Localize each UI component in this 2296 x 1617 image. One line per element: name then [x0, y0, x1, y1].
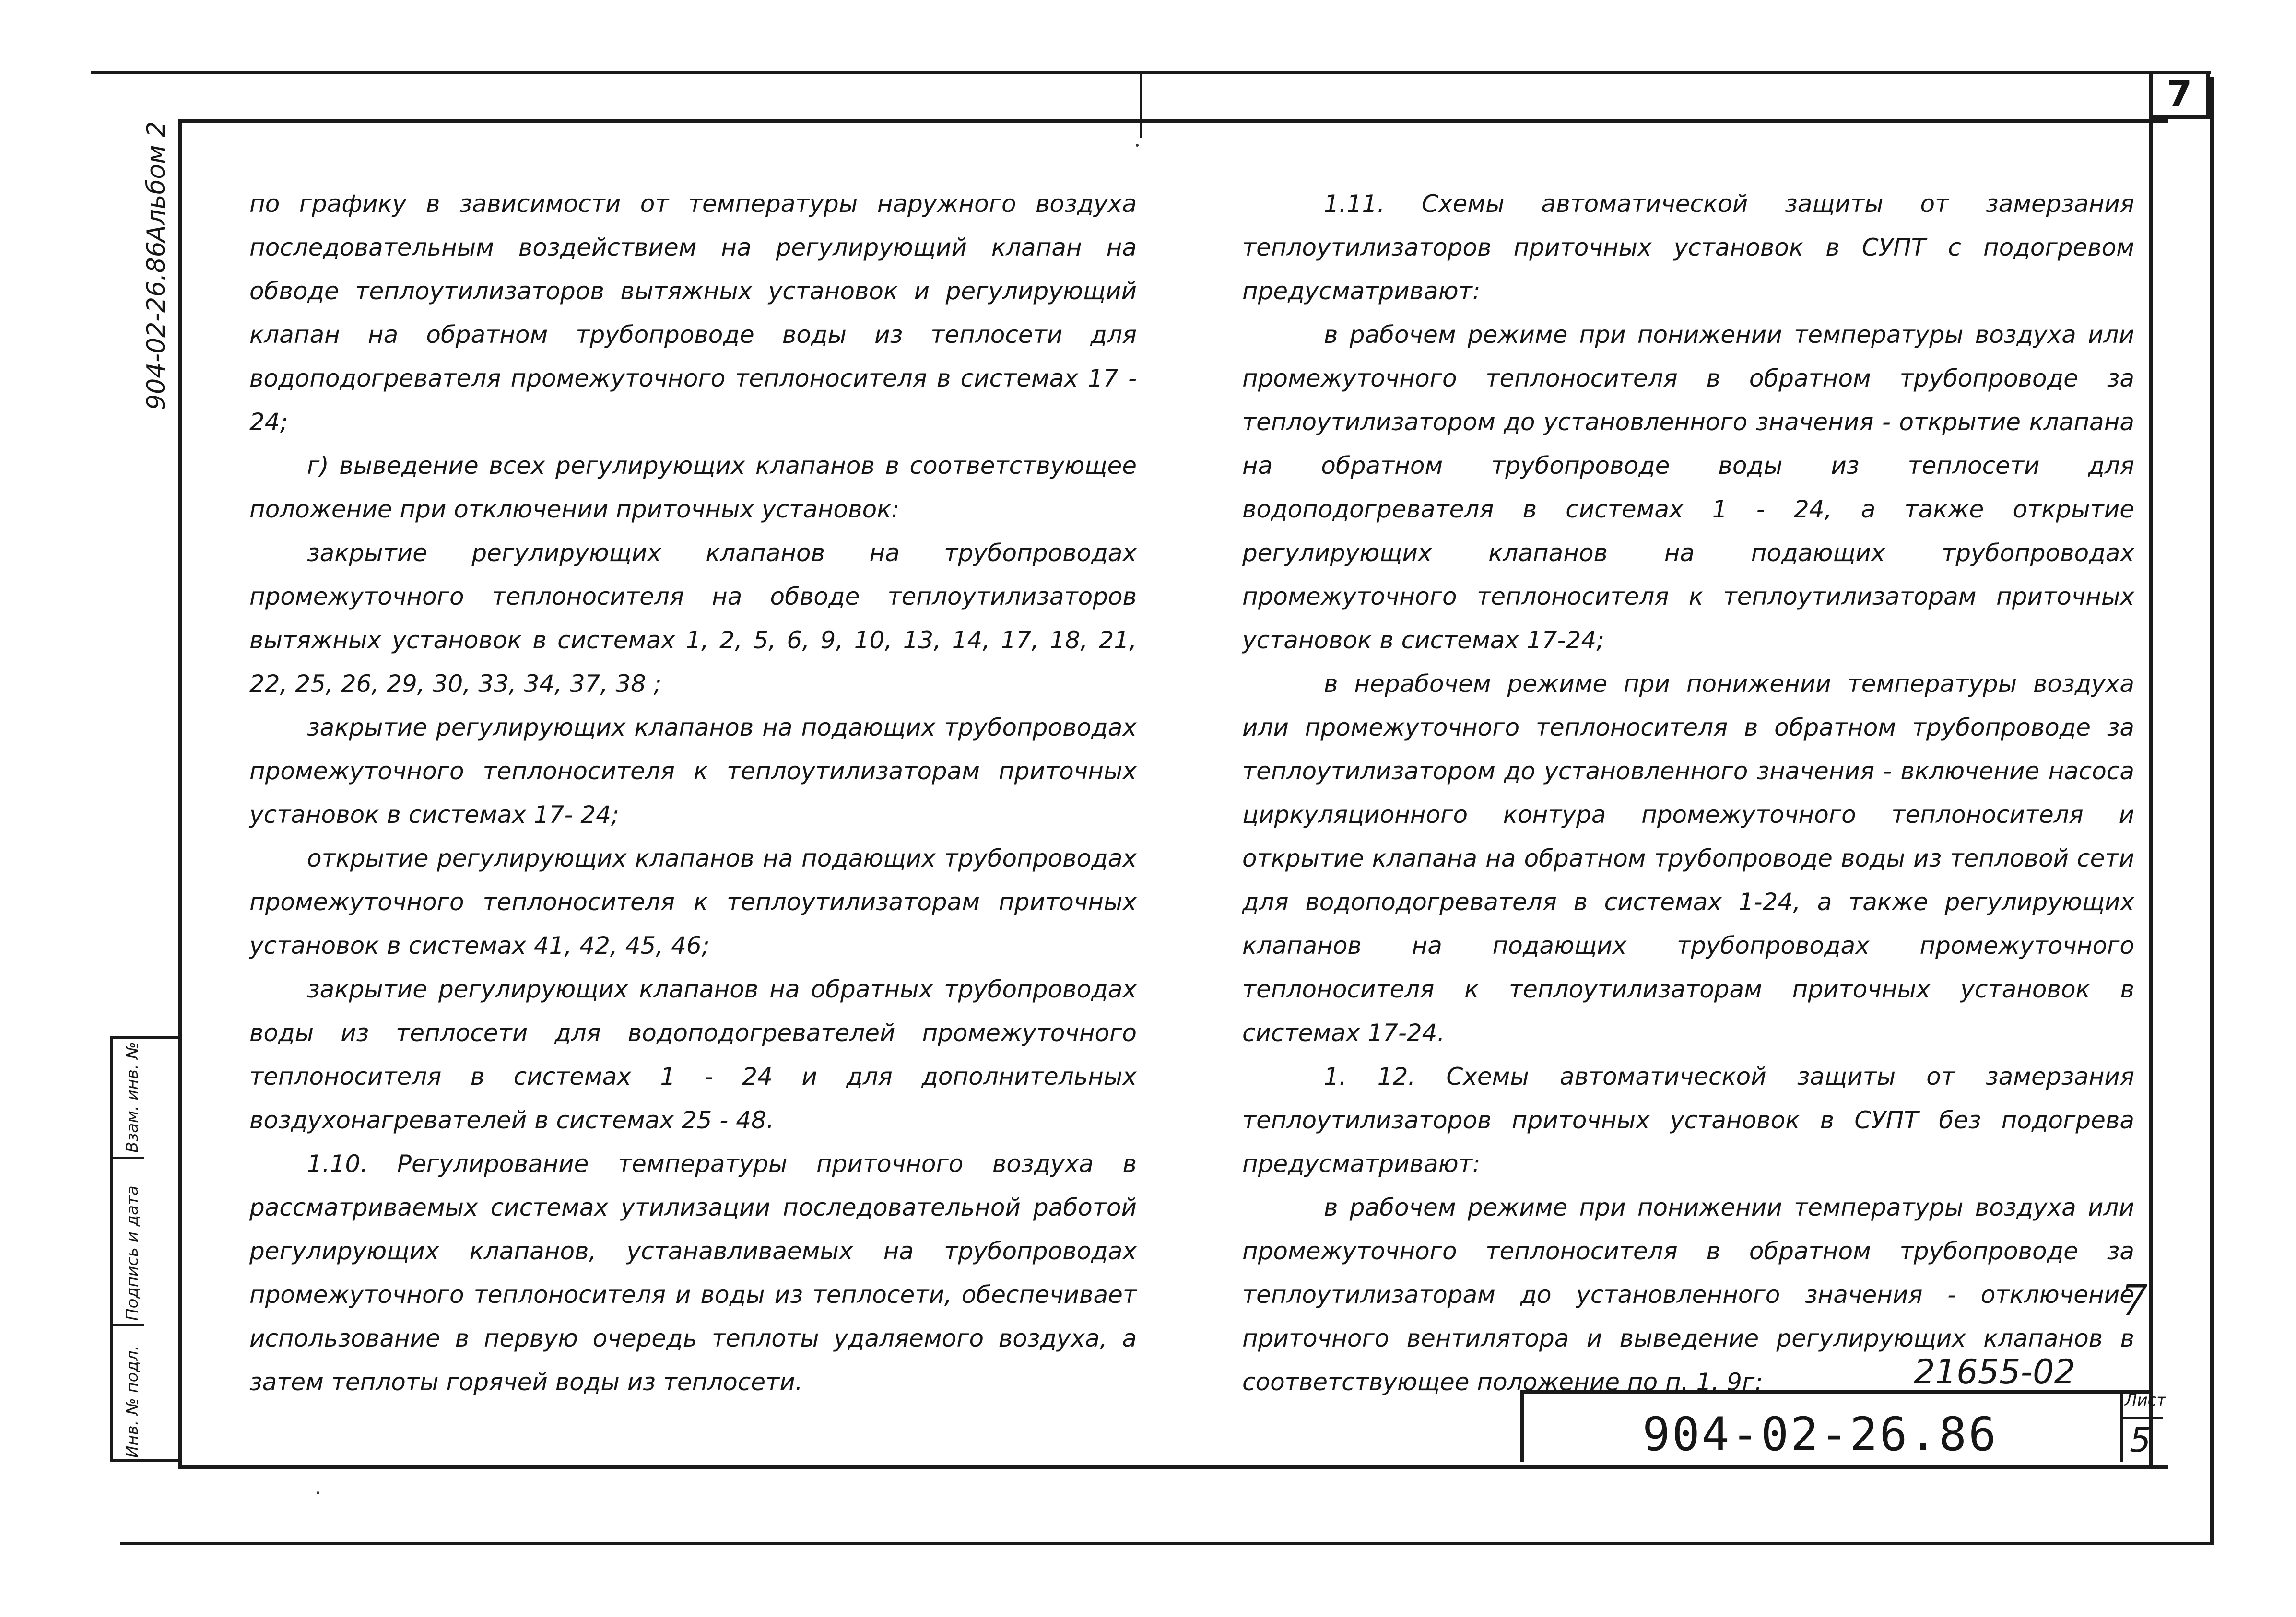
paragraph: 1.11. Схемы автоматической защиты от замерзания теплоутилизаторов приточных установок в СУПТ с подогревом предусматривают:	[1242, 190, 2134, 305]
paragraph: открытие регулирующих клапанов на подающих трубопроводах промежуточного теплоносителя к теплоутилизаторам приточных установок в системах 41, 42, 45, 46;	[249, 844, 1137, 960]
paragraph: в нерабочем режиме при понижении температуры воздуха или промежуточного теплоносителя в обратном трубопроводе за теплоутилизатором до установленного значения - включение насоса циркуляционного контура промежуточного теплоносителя и открытие клапана на обратном трубопроводе воды из тепловой сети для водоподогревателя в системах 1-24, а также регулирующих клапанов на подающих трубопроводах промежуточного теплоносителя к теплоутилизаторам приточных установок в системах 17-24.	[1242, 670, 2134, 1047]
sheet-label: Лист	[2125, 1391, 2166, 1410]
side-album-label: Альбом 2	[142, 121, 171, 242]
paragraph: по графику в зависимости от температуры наружного воздуха последовательным воздействием на регулирующий клапан на обводе теплоутилизаторов вытяжных установок и регулирующий клапан на обратном трубопроводе воды из теплосети для водоподогревателя промежуточного теплоносителя в системах 17 - 24;	[249, 190, 1137, 436]
stamp-cell-inventory	[113, 1326, 144, 1462]
paragraph: в рабочем режиме при понижении температуры воздуха или промежуточного теплоносителя в обратном трубопроводе за теплоутилизатором до установленного значения - открытие клапана на обратном трубопроводе воды из теплосети для водоподогревателя в системах 1 - 24, а также открытие регулирующих клапанов на подающих трубопроводах промежуточного теплоносителя к теплоутилизаторам приточных установок в системах 17-24;	[1242, 321, 2134, 654]
title-doc-code: 904-02-26.86	[1642, 1407, 1998, 1461]
paragraph: закрытие регулирующих клапанов на трубопроводах промежуточного теплоносителя на обводе теплоутилизаторов вытяжных установок в системах 1, 2, 5, 6, 9, 10, 13, 14, 17, 18, 21, 22, 25, 26, 29, 30, 33, 34, 37, 38 ;	[249, 539, 1137, 698]
side-doc-code: 904-02-26.86	[142, 241, 171, 410]
paragraph: 1. 12. Схемы автоматической защиты от замерзания теплоутилизаторов приточных установок в СУПТ без подогрева предусматривают:	[1242, 1063, 2134, 1178]
stamp-text: Взам. инв. №	[123, 1042, 142, 1153]
bottom-border-line	[120, 1542, 2214, 1545]
stamp-cell-replacement	[113, 1039, 144, 1159]
right-frame-line	[2149, 119, 2153, 1465]
outer-right-line	[2210, 77, 2214, 1544]
top-border-line	[91, 71, 2211, 74]
stamp-text: Подпись и дата	[123, 1185, 142, 1321]
sheet-number: 5	[2130, 1420, 2151, 1460]
sheet-divider	[2120, 1417, 2163, 1419]
paragraph: закрытие регулирующих клапанов на обратных трубопроводах воды из теплосети для водоподогревателей промежуточного теплоносителя в системах 1 - 24 и для дополнительных воздухонагревателей в системах 25 - 48.	[249, 975, 1137, 1134]
left-text-column	[249, 182, 1137, 1404]
paragraph: 1.10. Регулирование температуры приточного воздуха в рассматриваемых системах утилизации последовательной работой регулирующих клапанов, устанавливаемых на трубопроводах промежуточного теплоносителя и воды из теплосети, обеспечивает использование в первую очередь теплоты удаляемого воздуха, а затем теплоты горячей воды из теплосети.	[249, 1150, 1137, 1396]
stamp-cell-signature	[113, 1159, 144, 1326]
paragraph: закрытие регулирующих клапанов на подающих трубопроводах промежуточного теплоносителя к теплоутилизаторам приточных установок в системах 17- 24;	[249, 714, 1137, 829]
right-text-column	[1242, 182, 2134, 1404]
inventory-number: 21655-02	[1914, 1352, 2076, 1392]
scan-speck	[1136, 144, 1139, 147]
scan-speck	[317, 1491, 319, 1494]
side-stamp	[110, 1036, 178, 1462]
paragraph: в рабочем режиме при понижении температуры воздуха или промежуточного теплоносителя в обратном трубопроводе за теплоутилизаторам до установленного значения - отключение приточного вентилятора и выведение регулирующих клапанов в соответствующее положение по п. 1. 9г;	[1242, 1194, 2134, 1396]
handwritten-page-number: 7	[2120, 1276, 2148, 1326]
paragraph: г) выведение всех регулирующих клапанов в соответствующее положение при отключении приточных установок:	[249, 452, 1137, 523]
stamp-text: Инв. № подл.	[123, 1345, 142, 1458]
page-number-box: 7	[2149, 72, 2210, 119]
